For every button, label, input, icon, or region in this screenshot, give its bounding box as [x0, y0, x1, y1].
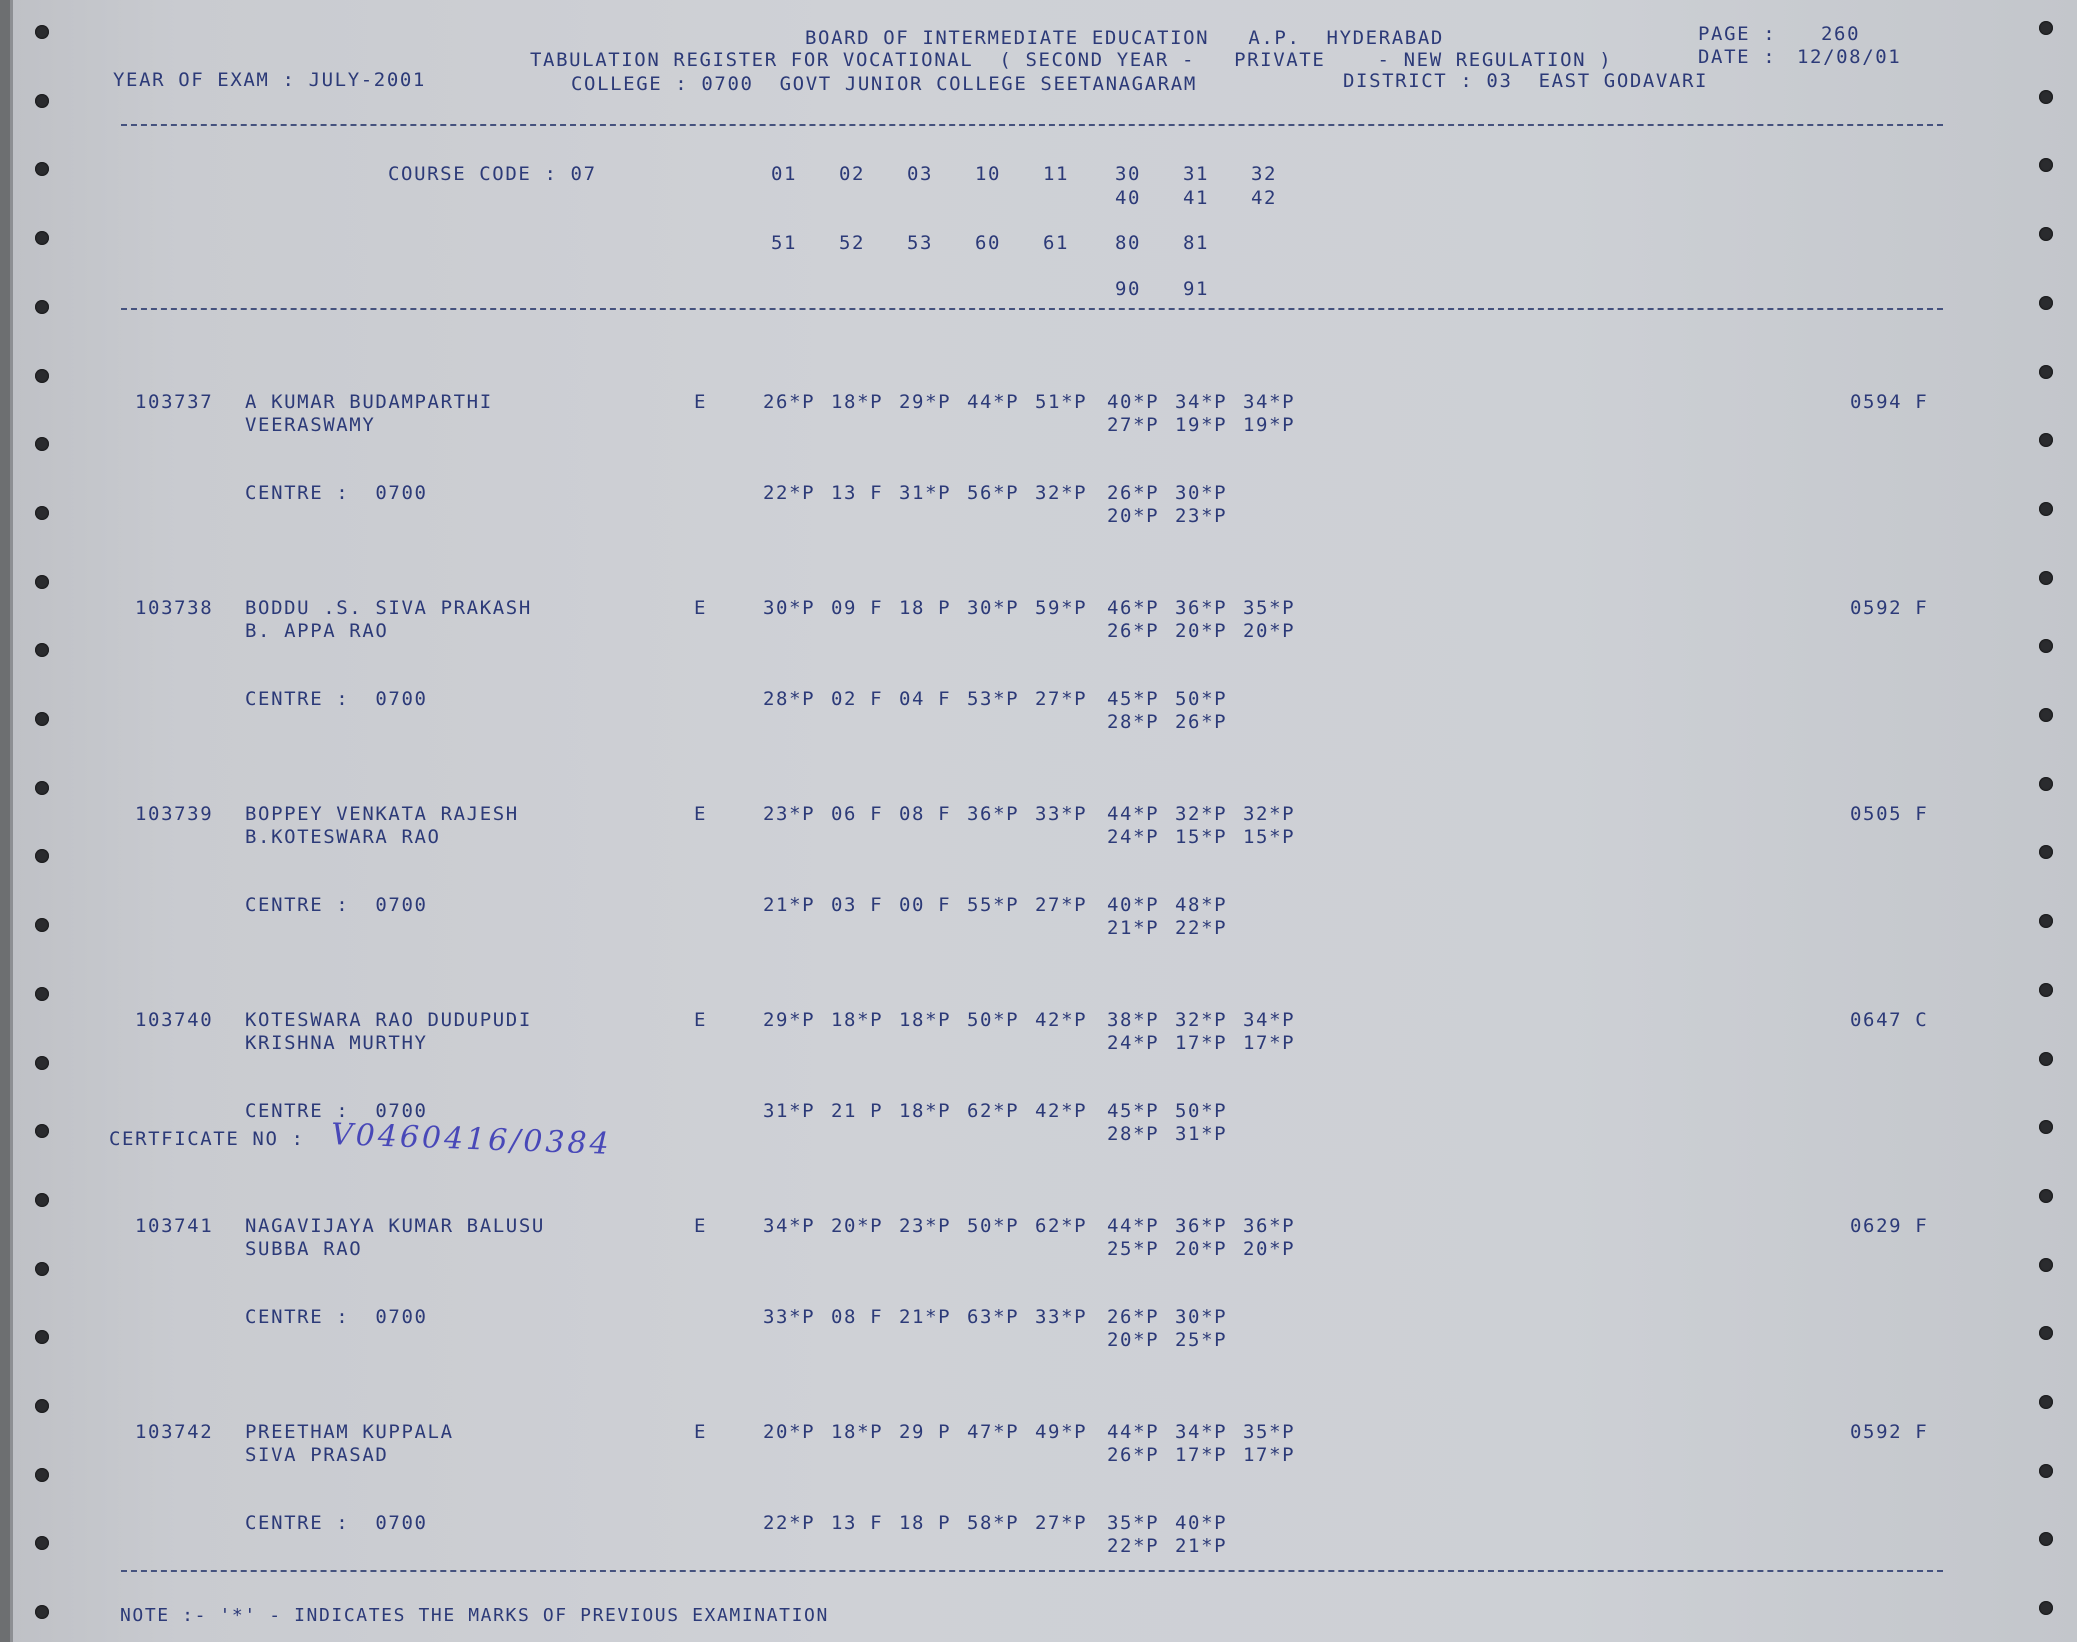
mark-cell: 08 F — [831, 1306, 884, 1328]
feed-hole — [35, 1468, 49, 1482]
subject-code: 42 — [1251, 187, 1278, 209]
mark-cell: 30*P — [1175, 482, 1228, 504]
mark-cell: 50*P — [967, 1009, 1020, 1031]
mark-cell: 50*P — [1175, 688, 1228, 710]
hall-ticket-number: 103738 — [135, 597, 214, 619]
tabulation-sheet — [10, 0, 2077, 1642]
centre-code: CENTRE : 0700 — [245, 482, 428, 504]
medium: E — [694, 1009, 708, 1031]
mark-cell: 21 P — [831, 1100, 884, 1122]
mark-cell: 38*P — [1107, 1009, 1160, 1031]
header-separator — [121, 124, 1943, 126]
mark-cell: 35*P — [1107, 1512, 1160, 1534]
feed-hole — [2039, 21, 2053, 35]
feed-hole — [2039, 777, 2053, 791]
feed-hole — [35, 162, 49, 176]
mark-cell: 24*P — [1107, 1032, 1160, 1054]
mark-cell: 17*P — [1175, 1032, 1228, 1054]
mark-cell: 27*P — [1035, 1512, 1088, 1534]
total-and-result: 0592 F — [1850, 1421, 1929, 1443]
mark-cell: 56*P — [967, 482, 1020, 504]
mark-cell: 30*P — [763, 597, 816, 619]
mark-cell: 49*P — [1035, 1421, 1088, 1443]
mark-cell: 28*P — [1107, 711, 1160, 733]
mark-cell: 32*P — [1175, 803, 1228, 825]
feed-hole — [2039, 158, 2053, 172]
candidate-name: A KUMAR BUDAMPARTHI — [245, 391, 493, 413]
mark-cell: 36*P — [1175, 1215, 1228, 1237]
mark-cell: 18*P — [831, 391, 884, 413]
mark-cell: 23*P — [763, 803, 816, 825]
candidate-name: KOTESWARA RAO DUDUPUDI — [245, 1009, 532, 1031]
centre-code: CENTRE : 0700 — [245, 1306, 428, 1328]
feed-hole — [35, 1330, 49, 1344]
mark-cell: 13 F — [831, 1512, 884, 1534]
feed-hole — [2039, 1601, 2053, 1615]
mark-cell: 17*P — [1175, 1444, 1228, 1466]
subject-code: 41 — [1183, 187, 1210, 209]
mark-cell: 21*P — [1175, 1535, 1228, 1557]
mark-cell: 28*P — [1107, 1123, 1160, 1145]
candidate-name: BOPPEY VENKATA RAJESH — [245, 803, 519, 825]
mark-cell: 08 F — [899, 803, 952, 825]
mark-cell: 30*P — [1175, 1306, 1228, 1328]
mark-cell: 33*P — [1035, 1306, 1088, 1328]
mark-cell: 40*P — [1107, 391, 1160, 413]
feed-hole — [35, 231, 49, 245]
mark-cell: 25*P — [1175, 1329, 1228, 1351]
mark-cell: 20*P — [1243, 620, 1296, 642]
mark-cell: 20*P — [1175, 1238, 1228, 1260]
college-info: COLLEGE : 0700 GOVT JUNIOR COLLEGE SEETANAGARAM — [571, 73, 1197, 95]
mark-cell: 29*P — [763, 1009, 816, 1031]
hall-ticket-number: 103742 — [135, 1421, 214, 1443]
mark-cell: 13 F — [831, 482, 884, 504]
feed-hole — [35, 849, 49, 863]
medium: E — [694, 803, 708, 825]
subject-code: 81 — [1183, 232, 1210, 254]
mark-cell: 31*P — [899, 482, 952, 504]
feed-hole — [2039, 227, 2053, 241]
feed-hole — [35, 437, 49, 451]
mark-cell: 63*P — [967, 1306, 1020, 1328]
mark-cell: 20*P — [831, 1215, 884, 1237]
candidate-parent-name: KRISHNA MURTHY — [245, 1032, 428, 1054]
mark-cell: 26*P — [1175, 711, 1228, 733]
page-label: PAGE : — [1698, 23, 1777, 45]
mark-cell: 20*P — [1243, 1238, 1296, 1260]
subject-code: 01 — [771, 163, 798, 185]
mark-cell: 18*P — [899, 1100, 952, 1122]
subject-code: 30 — [1115, 163, 1142, 185]
mark-cell: 03 F — [831, 894, 884, 916]
subject-code: 40 — [1115, 187, 1142, 209]
total-and-result: 0505 F — [1850, 803, 1929, 825]
candidate-parent-name: SUBBA RAO — [245, 1238, 363, 1260]
mark-cell: 19*P — [1243, 414, 1296, 436]
mark-cell: 20*P — [1107, 505, 1160, 527]
mark-cell: 04 F — [899, 688, 952, 710]
subject-code: 31 — [1183, 163, 1210, 185]
footnote: NOTE :- '*' - INDICATES THE MARKS OF PREVIOUS EXAMINATION — [120, 1605, 829, 1626]
mark-cell: 34*P — [1243, 391, 1296, 413]
mark-cell: 44*P — [1107, 803, 1160, 825]
subject-code: 10 — [975, 163, 1002, 185]
subject-code: 52 — [839, 232, 866, 254]
mark-cell: 36*P — [967, 803, 1020, 825]
mark-cell: 30*P — [967, 597, 1020, 619]
subject-code: 32 — [1251, 163, 1278, 185]
feed-hole — [2039, 502, 2053, 516]
mark-cell: 22*P — [1175, 917, 1228, 939]
subject-code: 03 — [907, 163, 934, 185]
total-and-result: 0647 C — [1850, 1009, 1929, 1031]
feed-hole — [2039, 1052, 2053, 1066]
mark-cell: 45*P — [1107, 688, 1160, 710]
feed-hole — [35, 712, 49, 726]
hall-ticket-number: 103740 — [135, 1009, 214, 1031]
subject-code: 11 — [1043, 163, 1070, 185]
mark-cell: 18 P — [899, 1512, 952, 1534]
feed-hole — [35, 1124, 49, 1138]
mark-cell: 62*P — [967, 1100, 1020, 1122]
hall-ticket-number: 103741 — [135, 1215, 214, 1237]
mark-cell: 18 P — [899, 597, 952, 619]
feed-hole — [35, 369, 49, 383]
feed-hole — [35, 1193, 49, 1207]
mark-cell: 53*P — [967, 688, 1020, 710]
mark-cell: 50*P — [1175, 1100, 1228, 1122]
candidate-parent-name: VEERASWAMY — [245, 414, 376, 436]
mark-cell: 26*P — [1107, 620, 1160, 642]
mark-cell: 18*P — [831, 1421, 884, 1443]
feed-hole — [35, 1399, 49, 1413]
mark-cell: 26*P — [1107, 1444, 1160, 1466]
mark-cell: 59*P — [1035, 597, 1088, 619]
subject-code: 90 — [1115, 278, 1142, 300]
hall-ticket-number: 103737 — [135, 391, 214, 413]
medium: E — [694, 391, 708, 413]
mark-cell: 34*P — [1175, 391, 1228, 413]
mark-cell: 18*P — [831, 1009, 884, 1031]
mark-cell: 46*P — [1107, 597, 1160, 619]
mark-cell: 55*P — [967, 894, 1020, 916]
mark-cell: 48*P — [1175, 894, 1228, 916]
feed-hole — [2039, 433, 2053, 447]
footer-separator — [121, 1570, 1943, 1572]
mark-cell: 33*P — [763, 1306, 816, 1328]
mark-cell: 28*P — [763, 688, 816, 710]
date-label: DATE : — [1698, 46, 1777, 68]
mark-cell: 27*P — [1107, 414, 1160, 436]
subject-code: 51 — [771, 232, 798, 254]
feed-hole — [35, 918, 49, 932]
mark-cell: 19*P — [1175, 414, 1228, 436]
course-code-label: COURSE CODE : 07 — [388, 163, 597, 185]
mark-cell: 21*P — [1107, 917, 1160, 939]
mark-cell: 32*P — [1175, 1009, 1228, 1031]
mark-cell: 34*P — [1175, 1421, 1228, 1443]
mark-cell: 17*P — [1243, 1444, 1296, 1466]
feed-hole — [2039, 1395, 2053, 1409]
board-title: BOARD OF INTERMEDIATE EDUCATION A.P. HYDERABAD — [805, 27, 1444, 49]
feed-hole — [2039, 845, 2053, 859]
mark-cell: 58*P — [967, 1512, 1020, 1534]
mark-cell: 21*P — [899, 1306, 952, 1328]
candidate-parent-name: B.KOTESWARA RAO — [245, 826, 441, 848]
total-and-result: 0629 F — [1850, 1215, 1929, 1237]
mark-cell: 62*P — [1035, 1215, 1088, 1237]
mark-cell: 32*P — [1243, 803, 1296, 825]
mark-cell: 45*P — [1107, 1100, 1160, 1122]
candidate-name: NAGAVIJAYA KUMAR BALUSU — [245, 1215, 545, 1237]
feed-hole — [2039, 1326, 2053, 1340]
mark-cell: 17*P — [1243, 1032, 1296, 1054]
total-and-result: 0592 F — [1850, 597, 1929, 619]
feed-hole — [2039, 1532, 2053, 1546]
candidate-parent-name: B. APPA RAO — [245, 620, 389, 642]
mark-cell: 42*P — [1035, 1009, 1088, 1031]
feed-hole — [2039, 983, 2053, 997]
feed-hole — [35, 575, 49, 589]
mark-cell: 35*P — [1243, 597, 1296, 619]
page-number: 260 — [1821, 23, 1861, 45]
feed-hole — [2039, 571, 2053, 585]
mark-cell: 36*P — [1243, 1215, 1296, 1237]
mark-cell: 06 F — [831, 803, 884, 825]
mark-cell: 29 P — [899, 1421, 952, 1443]
mark-cell: 09 F — [831, 597, 884, 619]
mark-cell: 32*P — [1035, 482, 1088, 504]
centre-code: CENTRE : 0700 — [245, 1512, 428, 1534]
feed-hole — [2039, 365, 2053, 379]
centre-code: CENTRE : 0700 — [245, 1100, 428, 1122]
mark-cell: 44*P — [1107, 1215, 1160, 1237]
mark-cell: 35*P — [1243, 1421, 1296, 1443]
mark-cell: 18*P — [899, 1009, 952, 1031]
mark-cell: 15*P — [1175, 826, 1228, 848]
feed-hole — [2039, 1464, 2053, 1478]
mark-cell: 27*P — [1035, 688, 1088, 710]
mark-cell: 36*P — [1175, 597, 1228, 619]
candidate-name: PREETHAM KUPPALA — [245, 1421, 454, 1443]
subject-code: 60 — [975, 232, 1002, 254]
mark-cell: 02 F — [831, 688, 884, 710]
register-title: TABULATION REGISTER FOR VOCATIONAL ( SECOND YEAR - PRIVATE - NEW REGULATION ) — [530, 49, 1613, 71]
mark-cell: 47*P — [967, 1421, 1020, 1443]
mark-cell: 26*P — [1107, 482, 1160, 504]
mark-cell: 50*P — [967, 1215, 1020, 1237]
mark-cell: 29*P — [899, 391, 952, 413]
mark-cell: 25*P — [1107, 1238, 1160, 1260]
feed-hole — [35, 506, 49, 520]
hall-ticket-number: 103739 — [135, 803, 214, 825]
feed-hole — [35, 300, 49, 314]
subject-code: 80 — [1115, 232, 1142, 254]
mark-cell: 40*P — [1107, 894, 1160, 916]
mark-cell: 27*P — [1035, 894, 1088, 916]
year-of-exam: YEAR OF EXAM : JULY-2001 — [113, 69, 426, 91]
feed-hole — [2039, 639, 2053, 653]
feed-hole — [2039, 914, 2053, 928]
feed-hole — [35, 781, 49, 795]
mark-cell: 15*P — [1243, 826, 1296, 848]
mark-cell: 22*P — [1107, 1535, 1160, 1557]
centre-code: CENTRE : 0700 — [245, 688, 428, 710]
medium: E — [694, 1215, 708, 1237]
print-date: 12/08/01 — [1797, 46, 1902, 68]
codes-separator — [121, 308, 1943, 310]
mark-cell: 44*P — [1107, 1421, 1160, 1443]
handwritten-certificate-number: V0460416/0384 — [330, 1117, 613, 1162]
mark-cell: 20*P — [1175, 620, 1228, 642]
mark-cell: 20*P — [763, 1421, 816, 1443]
certificate-label: CERTFICATE NO : — [109, 1128, 305, 1150]
mark-cell: 21*P — [763, 894, 816, 916]
feed-hole — [35, 1605, 49, 1619]
subject-code: 02 — [839, 163, 866, 185]
mark-cell: 20*P — [1107, 1329, 1160, 1351]
feed-hole — [2039, 90, 2053, 104]
feed-hole — [35, 1536, 49, 1550]
subject-code: 61 — [1043, 232, 1070, 254]
feed-hole — [35, 1056, 49, 1070]
mark-cell: 23*P — [1175, 505, 1228, 527]
mark-cell: 31*P — [763, 1100, 816, 1122]
mark-cell: 42*P — [1035, 1100, 1088, 1122]
medium: E — [694, 597, 708, 619]
feed-hole — [35, 1262, 49, 1276]
mark-cell: 26*P — [1107, 1306, 1160, 1328]
mark-cell: 40*P — [1175, 1512, 1228, 1534]
mark-cell: 22*P — [763, 482, 816, 504]
district-info: DISTRICT : 03 EAST GODAVARI — [1343, 70, 1709, 92]
mark-cell: 33*P — [1035, 803, 1088, 825]
feed-hole — [2039, 1189, 2053, 1203]
mark-cell: 22*P — [763, 1512, 816, 1534]
mark-cell: 23*P — [899, 1215, 952, 1237]
mark-cell: 00 F — [899, 894, 952, 916]
feed-hole — [2039, 1258, 2053, 1272]
feed-hole — [35, 94, 49, 108]
mark-cell: 31*P — [1175, 1123, 1228, 1145]
feed-hole — [2039, 296, 2053, 310]
medium: E — [694, 1421, 708, 1443]
mark-cell: 24*P — [1107, 826, 1160, 848]
mark-cell: 44*P — [967, 391, 1020, 413]
candidate-name: BODDU .S. SIVA PRAKASH — [245, 597, 532, 619]
mark-cell: 34*P — [763, 1215, 816, 1237]
mark-cell: 34*P — [1243, 1009, 1296, 1031]
feed-hole — [2039, 708, 2053, 722]
feed-hole — [35, 987, 49, 1001]
feed-hole — [2039, 1120, 2053, 1134]
centre-code: CENTRE : 0700 — [245, 894, 428, 916]
mark-cell: 26*P — [763, 391, 816, 413]
mark-cell: 51*P — [1035, 391, 1088, 413]
candidate-parent-name: SIVA PRASAD — [245, 1444, 389, 1466]
subject-code: 91 — [1183, 278, 1210, 300]
feed-hole — [35, 643, 49, 657]
feed-hole — [35, 25, 49, 39]
subject-code: 53 — [907, 232, 934, 254]
total-and-result: 0594 F — [1850, 391, 1929, 413]
